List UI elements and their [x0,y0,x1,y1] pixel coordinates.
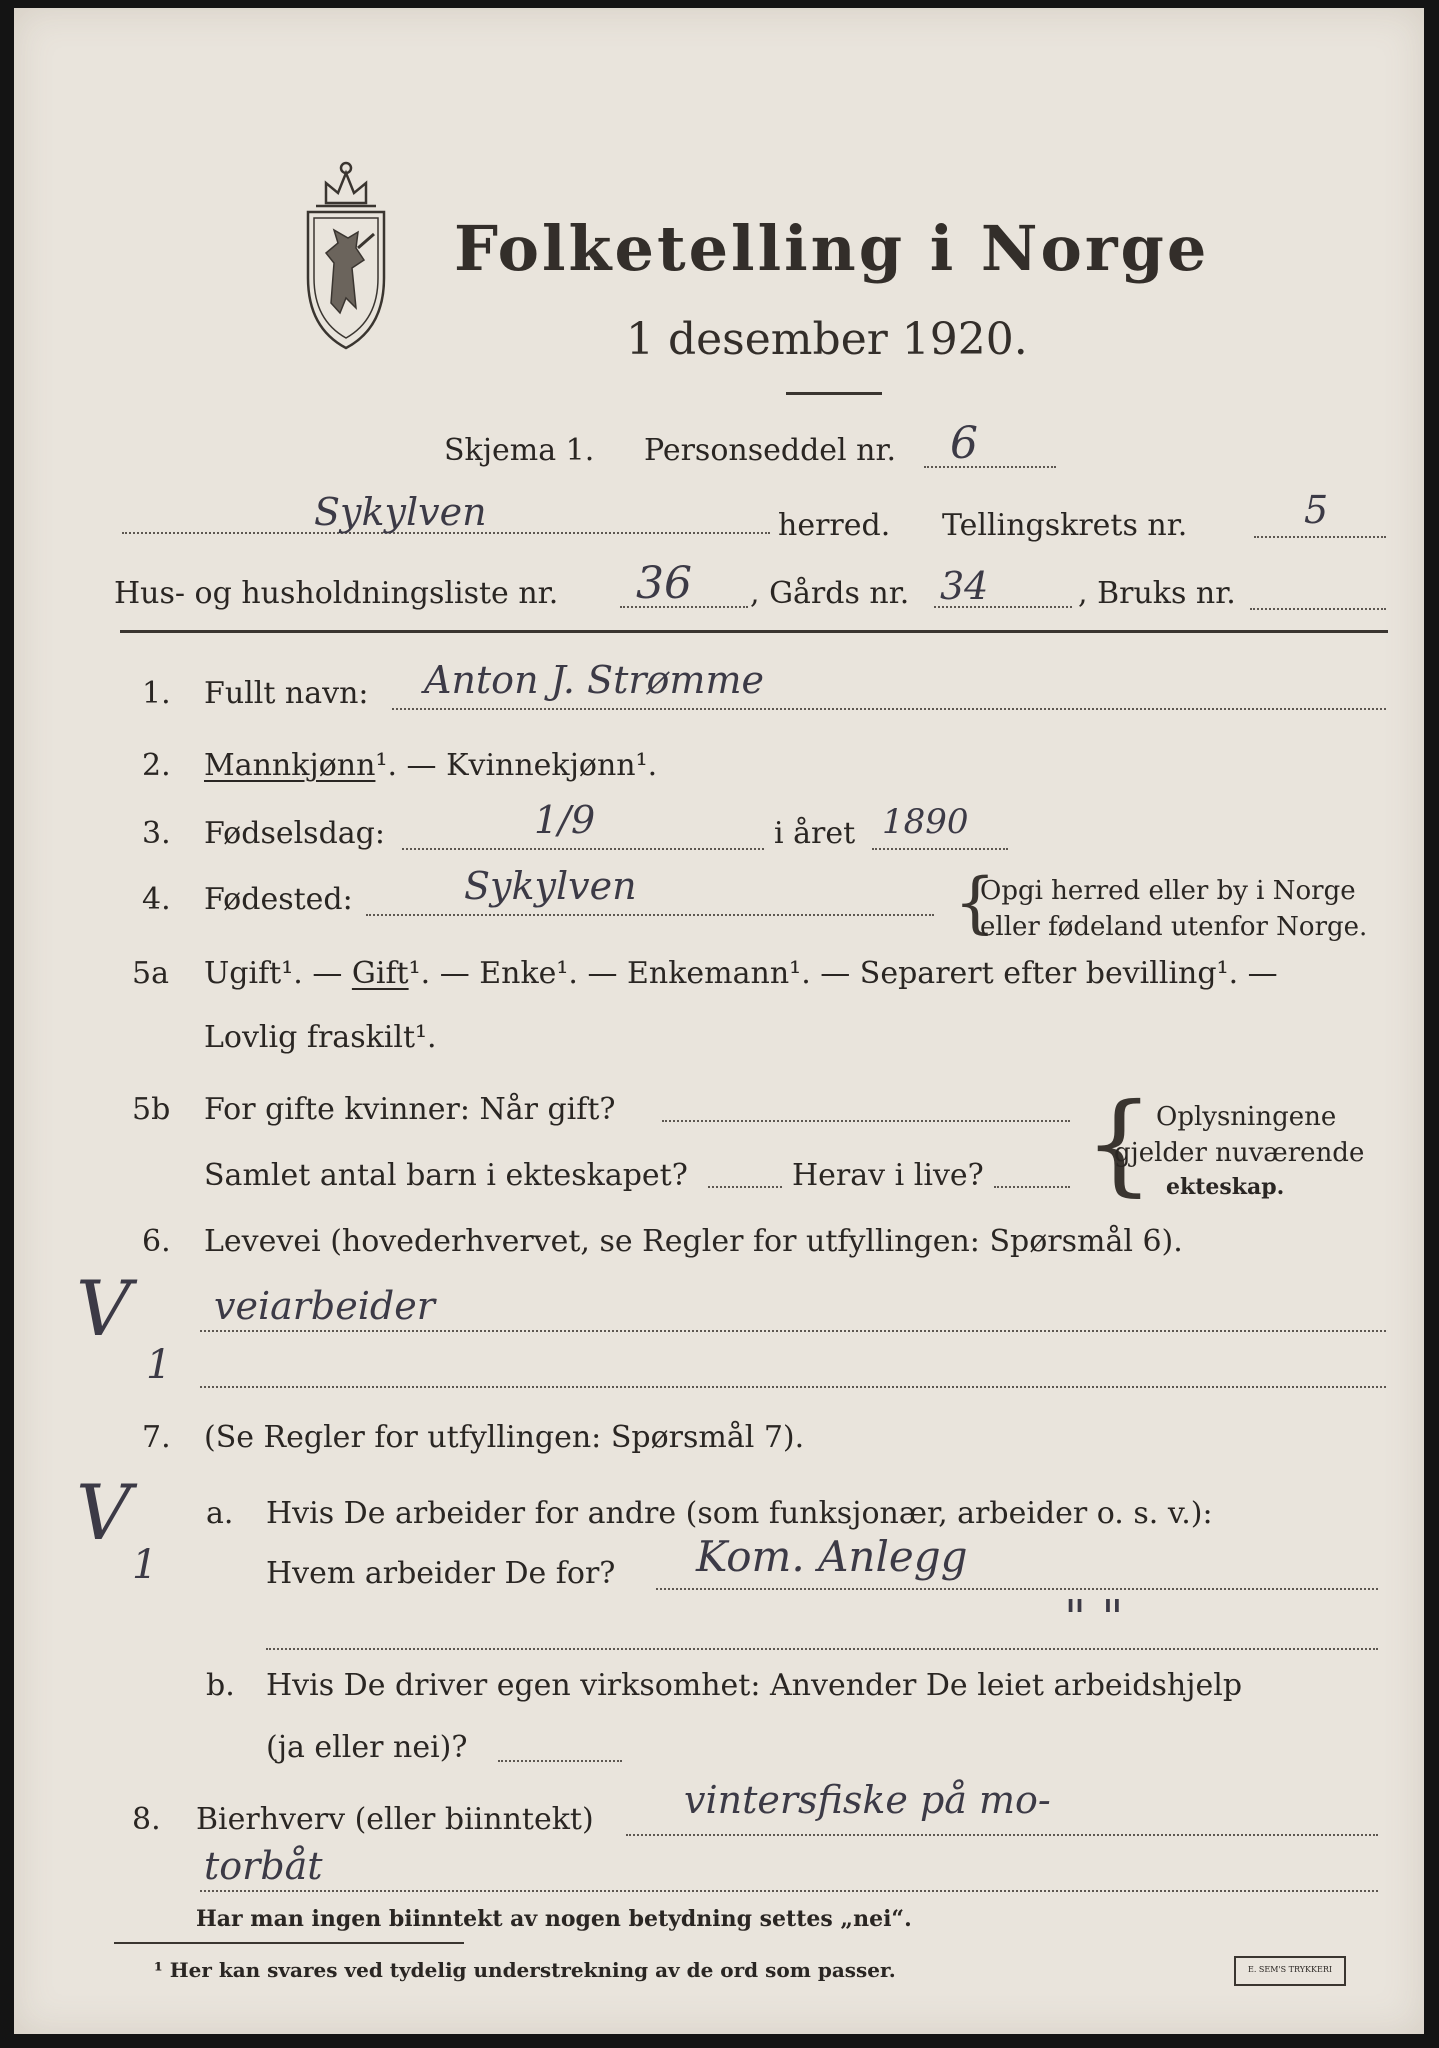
q7b-letter: b. [206,1668,235,1703]
q4-field-line [366,914,934,916]
skjema-label: Skjema 1. [444,433,595,468]
q2-number: 2. [142,748,171,783]
q2-kvinne-option: Kvinnekjønn [446,748,636,783]
q5a-rest: ¹. — Enke¹. — Enkemann¹. — Separert efter bevilling¹. — [408,956,1278,991]
gards-label: , Gårds nr. [750,576,910,611]
q5b-when-field-line [662,1120,1070,1122]
herred-value: Sykylven [314,490,487,534]
bruks-field-line [1250,608,1386,610]
q3-number: 3. [142,816,171,851]
q7b-field-line [498,1760,622,1762]
q8-value-2: torbåt [204,1844,323,1888]
q1-value: Anton J. Strømme [424,658,764,702]
q5a-gift-option: Gift [351,956,409,991]
q8-field-line-2 [200,1890,1378,1892]
q5b-children-field-line [708,1186,782,1188]
q7a-line1: Hvis De arbeider for andre (som funksjonær, arbeider o. s. v.): [266,1496,1213,1531]
q4-label: Fødested: [204,882,353,917]
q7b-line2: (ja eller nei)? [266,1730,468,1765]
q3-year-label: i året [774,816,856,851]
q5b-label2: Samlet antal barn i ekteskapet? [204,1158,688,1193]
q1-label: Fullt navn: [204,676,369,711]
q2-mann-option: Mannkjønn [204,748,376,783]
q6-value: veiarbeider [214,1284,435,1328]
q5b-number: 5b [132,1092,171,1127]
q2-end: ¹. [635,748,658,783]
header-rule [120,630,1388,633]
q5b-note-line1: Oplysningene [1156,1102,1337,1132]
q6-label: Levevei (hovederhvervet, se Regler for utfyllingen: Spørsmål 6). [204,1224,1183,1259]
coat-of-arms-icon [286,148,406,358]
hus-label: Hus- og husholdningsliste nr. [114,576,559,611]
q7a-line2: Hvem arbeider De for? [266,1556,616,1591]
q5b-brace: { [1084,1079,1154,1207]
q8-number: 8. [132,1802,161,1837]
q1-number: 1. [142,676,171,711]
q5a-ugift: Ugift¹. — [204,956,352,991]
q7a-field-line-1 [656,1588,1378,1590]
q7b-line1: Hvis De driver egen virksomhet: Anvender De leiet arbeidshjelp [266,1668,1243,1703]
q3-year-value: 1890 [882,802,969,842]
bruks-label: , Bruks nr. [1078,576,1236,611]
title-divider [786,392,882,395]
q7a-field-line-2 [266,1648,1378,1650]
q7a-value: Kom. Anlegg [696,1532,968,1581]
q6-field-line-1 [200,1330,1386,1332]
footnote: ¹ Her kan svares ved tydelig understrekning av de ord som passer. [154,1958,896,1982]
form-title: Folketelling i Norge [454,212,1210,285]
tellingskrets-field-line [1254,536,1386,538]
census-form [14,8,1424,2034]
q7a-letter: a. [206,1496,234,1531]
q7-check-mark-sub: 1 [132,1542,158,1588]
q4-brace: { [954,864,996,941]
q8-field-line-1 [626,1834,1378,1836]
footnote-rule [114,1942,464,1944]
q5b-alive-field-line [994,1186,1070,1188]
personseddel-field-line [924,466,1056,468]
tellingskrets-value: 5 [1304,488,1329,532]
q6-field-line-2 [200,1386,1386,1388]
personseddel-label: Personseddel nr. [644,433,897,468]
q3-day-field-line [402,848,764,850]
q4-note-line2: eller fødeland utenfor Norge. [980,912,1368,942]
q7a-ditto: " " [1064,1590,1124,1646]
q5a-options [204,956,1278,991]
q3-label: Fødselsdag: [204,816,385,851]
q4-note-line1: Opgi herred eller by i Norge [980,876,1356,906]
q5b-note-line3: ekteskap. [1166,1174,1285,1200]
tellingskrets-label: Tellingskrets nr. [942,508,1188,543]
q8-label: Bierhverv (eller biinntekt) [196,1802,594,1837]
q5b-label3: Herav i live? [792,1158,984,1193]
q2-text [204,748,657,783]
q6-check-mark: V [76,1264,131,1353]
q4-number: 4. [142,882,171,917]
gards-value: 34 [940,564,989,608]
q5b-label1: For gifte kvinner: Når gift? [204,1092,616,1127]
printer-stamp-text: E. SEM'S TRYKKERI [1247,1965,1333,1974]
q7-label: (Se Regler for utfyllingen: Spørsmål 7). [204,1420,805,1455]
q6-number: 6. [142,1224,171,1259]
herred-label: herred. [778,508,891,543]
personseddel-value: 6 [950,418,978,469]
q8-note: Har man ingen biinntekt av nogen betydning settes „nei“. [196,1906,912,1932]
q5a-line2: Lovlig fraskilt¹. [204,1020,437,1055]
q7-number: 7. [142,1420,171,1455]
census-date: 1 desember 1920. [626,314,1028,365]
q1-field-line [392,708,1386,710]
q7-check-mark: V [76,1468,131,1557]
q3-value: 1/9 [534,798,596,842]
q2-sep: ¹. — [375,748,447,783]
q6-check-mark-sub: 1 [146,1342,172,1388]
q3-year-field-line [872,848,1008,850]
printer-stamp [1234,1956,1346,1986]
q4-value: Sykylven [464,864,637,908]
hus-value: 36 [636,558,692,609]
q8-value-1: vintersfiske på mo- [684,1778,1051,1822]
q5a-number: 5a [132,956,169,991]
q5b-note-line2: gjelder nuværende [1114,1138,1365,1168]
